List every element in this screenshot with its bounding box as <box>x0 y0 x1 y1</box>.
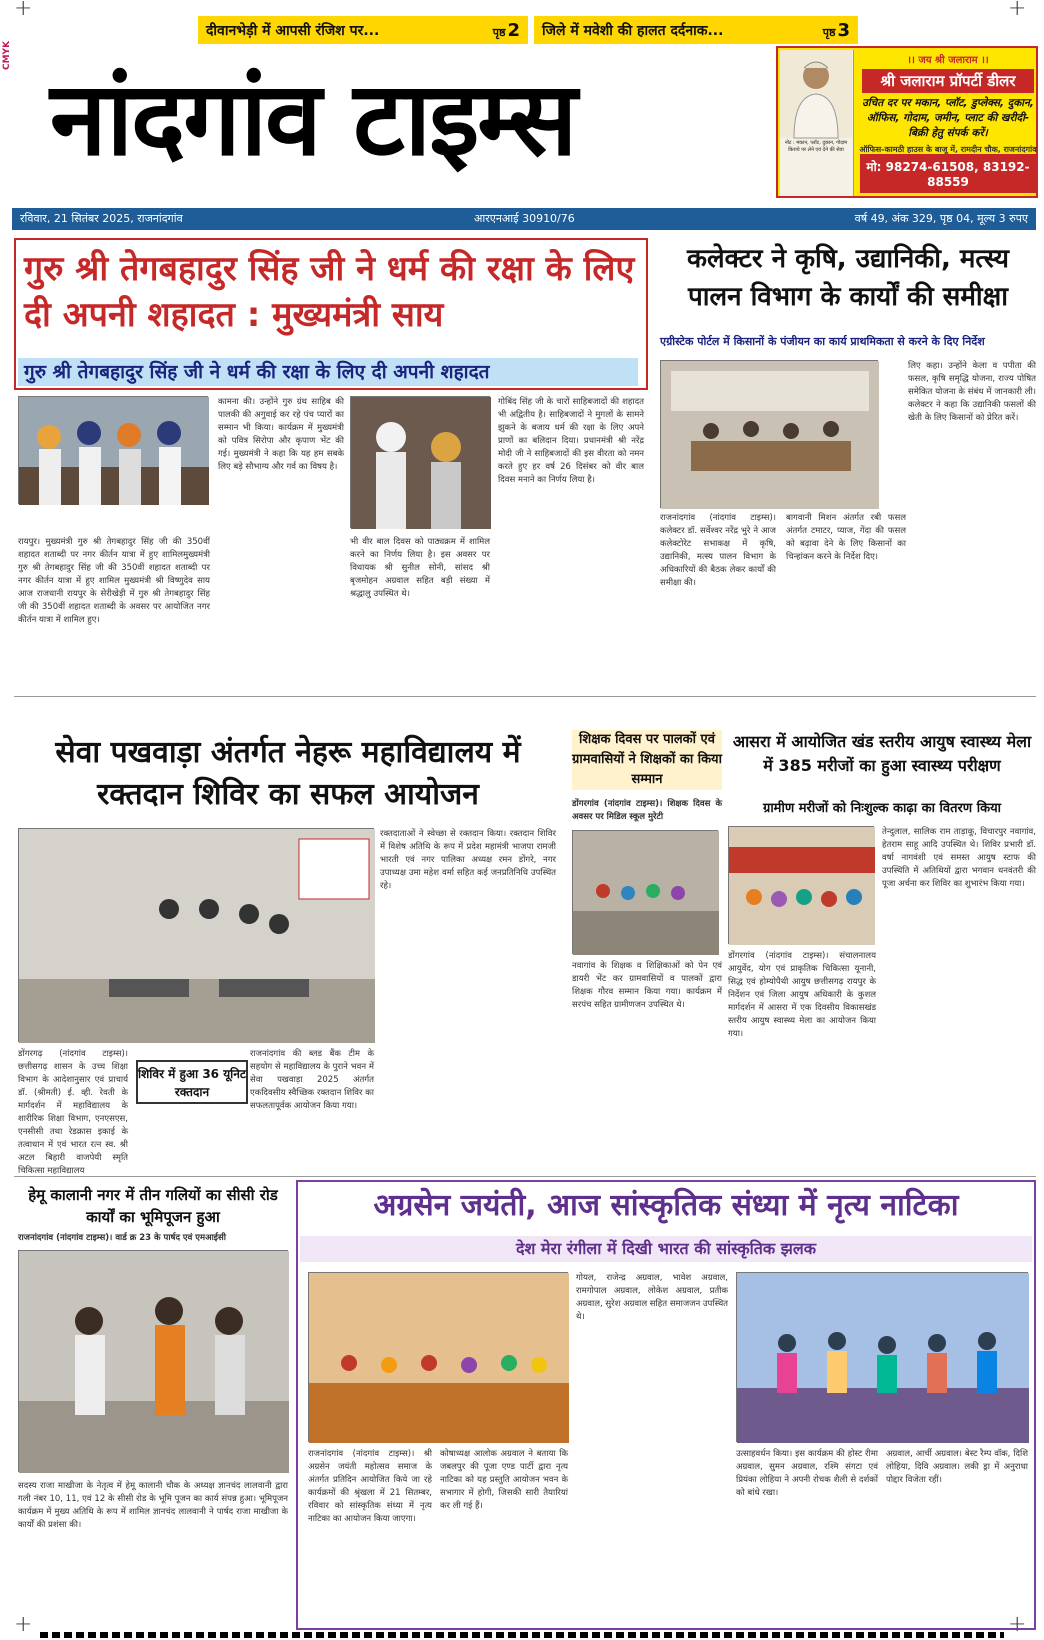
property-dealer-ad[interactable] <box>776 46 1038 198</box>
story-blood-body-col3: रक्तदाताओं ने स्वेच्छा से रक्तदान किया। रक्तदान शिविर में विशेष अतिथि के रूप में प्रदेश महामंत्री भाजपा रामजी भारती एवं नगर पालिका अध्यक्ष रमन डोंगरे, नगर उपाध्यक्ष उमा महेश वर्मा सहित कई जनप्रतिनिधि उपस्थित रहे। <box>380 829 556 891</box>
story-photo-blood-camp <box>18 828 374 1042</box>
ad-blessing: ।। जय श्री जलाराम ।। <box>907 55 989 66</box>
cmyk-mark: CMYK <box>2 40 12 70</box>
story-photo-sikh-leaders <box>18 396 208 504</box>
ad-portrait-caption: नोट : मकान, प्लॉट, दुकान, गोदाम किराये पर लेने एवं देने की सेवा <box>784 140 848 153</box>
photo-placeholder-icon <box>737 1273 1029 1443</box>
teaser-text: जिले में मवेशी की हालत दर्दनाक... <box>542 22 724 39</box>
story-agrasen-body-lead: राजनांदगांव (नांदगांव टाइम्स)। श्री अग्रसेन जयंती महोत्सव समाज के अंतर्गत प्रतिदिन आयोजित किये जा रहे कार्यक्रमों की श्रृंखला में 21 सितम्बर, रविवार को सांस्कृतिक संध्या में नृत्य नाटिका का आयोजन किया जाएगा। <box>308 1449 432 1524</box>
story-agrasen-headline: अग्रसेन जयंती, आज सांस्कृतिक संध्या में नृत्य नाटिका <box>373 1188 959 1223</box>
section-divider <box>14 696 1036 697</box>
story-collector-body-col3: लिए कहा। उन्होंने केला व पपीता की फसल, कृषि समृद्धि योजना, राज्य पोषित समेकित योजना के संबंध में जानकारी ली। कलेक्टर ने कहा कि उद्यानिकी फसलों की खेती के लिए किसानों को प्रेरित करें। <box>908 361 1036 423</box>
teaser-page-number: पृष्ठ 3 <box>822 19 850 41</box>
story-blood-body-lead: डोंगरगढ़ (नांदगांव टाइम्स)। छत्तीसगढ़ शासन के उच्च शिक्षा विभाग के आदेशानुसार एवं प्राचार्य डॉ. (श्रीमती) ई. व्ही. रेवती के मार्गदर्शन में महाविद्यालय के शारीरिक शिक्षा विभाग, एनएसएस, एनसीसी तथा रेडक्रास इकाई के तत्वाधान में एवं भारत रत्न स्व. श्री अटल बिहारी वाजपेयी स्मृति चिकित्सा महाविद्यालय <box>18 1049 128 1176</box>
story-blood-donation-headline: सेवा पखवाड़ा अंतर्गत नेहरू महाविद्यालय में रक्तदान शिविर का सफल आयोजन <box>55 735 521 812</box>
story-road-lead: राजनांदगांव (नांदगांव टाइम्स)। वार्ड क्र 23 के पार्षद एवं एमआईसी <box>18 1233 226 1243</box>
story-photo-bhoomipujan <box>18 1250 288 1472</box>
photo-placeholder-icon <box>351 397 491 529</box>
story-teachers-body: नवागांव के शिक्षक व शिक्षिकाओं को पेन एवं डायरी भेंट कर ग्रामवासियों व पालकों द्वारा शिक्षक गौरव सम्मान किया गया। कार्यक्रम में सरपंच सहित ग्रामीणजन उपस्थित थे। <box>572 961 722 1010</box>
saint-portrait-icon <box>780 50 852 138</box>
section-divider <box>14 1176 1036 1177</box>
story-subhead: गुरु श्री तेगबहादुर सिंह जी ने धर्म की रक्षा के लिए दी अपनी शहादत <box>18 358 638 386</box>
photo-placeholder-icon <box>661 361 879 509</box>
teaser-page-2[interactable] <box>198 16 528 44</box>
teaser-page-3[interactable] <box>534 16 858 44</box>
story-ayush-headline: आसरा में आयोजित खंड स्तरीय आयुष स्वास्थ्य मेला में 385 मरीजों का हुआ स्वास्थ्य परीक्षण <box>732 732 1032 775</box>
registration-mark-top-right: + <box>1008 0 1027 21</box>
story-body-col2: कामना की। उन्होंने गुरु ग्रंथ साहिब की पालकी की अगुवाई कर रहे पंच प्यारों का सम्मान भी किया। कार्यक्रम में मुख्यमंत्री को पवित्र सिरोपा और कृपाण भेंट की गई। मुख्यमंत्री ने कहा कि यह हम सबके लिए बड़े सौभाग्य और गर्व का विषय है। <box>218 397 344 472</box>
ad-description: उचित दर पर मकान, प्लॉट, डुप्लेक्स, दुकान, ऑफिस, गोदाम, जमीन, प्लाट की खरीदी-बिक्री हेतु संपर्क करें। <box>862 97 1034 139</box>
story-body-lead: रायपुर। मुख्यमंत्री गुरु श्री तेगबहादुर सिंह जी की 350वीं शहादत शताब्दी पर नगर कीर्तन यात्रा में हुए शामिलमुख्यमंत्री गुरु श्री तेगबहादुर सिंह जी की 350वीं शहादत शताब्दी पर नगर कीर्तन यात्रा में हुए शामिल मुख्यमंत्री श्री विष्णुदेव साय आज राजधानी रायपुर के सेरीखेड़ी में गुरु श्री तेगबहादुर सिंह जी की 350वीं शहादत शताब्दी के अवसर पर आयोजित नगर कीर्तन यात्रा में शामिल हुए। <box>18 537 210 625</box>
story-headline: गुरु श्री तेगबहादुर सिंह जी ने धर्म की रक्षा के लिए दी अपनी शहादत : मुख्यमंत्री साय <box>24 249 635 335</box>
story-agrasen-body-col2: कोषाध्यक्ष आलोक अग्रवाल ने बताया कि जबलपुर की पूजा एण्ड पार्टी द्वारा नृत्य नाटिका को यह प्रस्तुति आयोजन भवन के सभागार में होगी, जिसकी सारी तैयारियां कर ली गई हैं। <box>440 1449 568 1511</box>
story-photo-meeting <box>660 360 878 508</box>
story-agrasen-subhead: देश मेरा रंगीला में दिखी भारत की सांस्कृतिक झलक <box>300 1236 1032 1262</box>
color-calibration-bar <box>40 1632 1004 1638</box>
photo-placeholder-icon <box>19 829 375 1043</box>
photo-placeholder-icon <box>309 1273 569 1443</box>
registration-mark-top-left: + <box>14 0 33 21</box>
ad-portrait-image <box>780 50 854 196</box>
newspaper-title: नांदगांव टाइम्स <box>50 60 576 179</box>
story-photo-teachers <box>572 830 718 954</box>
story-teachers-lead: डोंगरगांव (नांदगांव टाइम्स)। शिक्षक दिवस के अवसर पर मिडिल स्कूल मुरेटी <box>572 799 722 822</box>
photo-placeholder-icon <box>19 1251 289 1473</box>
story-blood-boxout: शिविर में हुआ 36 यूनिट रक्तदान <box>136 1060 248 1104</box>
story-body-col3: भी वीर बाल दिवस को पाठ्यक्रम में शामिल करने का निर्णय लिया है। इस अवसर पर विधायक श्री सुनील सोनी, सांसद श्री बृजमोहन अग्रवाल सहित बड़ी संख्या में श्रद्धालु उपस्थित थे। <box>350 537 490 599</box>
story-road-headline: हेमू कालानी नगर में तीन गलियों का सीसी रोड कार्यों का भूमिपूजन हुआ <box>28 1186 278 1226</box>
ad-phone[interactable]: मो: 98274-61508, 83192-88559 <box>860 154 1036 193</box>
story-blood-body-col2: राजनांदगांव की ब्लड बैंक टीम के सहयोग से महाविद्यालय के पुराने भवन में सेवा पखवाड़ा 2025 अंतर्गत एकदिवसीय स्वैच्छिक रक्तदान शिविर का सफलतापूर्वक आयोजन किया गया। <box>250 1049 374 1111</box>
story-teachers-headline: शिक्षक दिवस पर पालकों एवं ग्रामवासियों ने शिक्षकों का किया सम्मान <box>572 730 722 790</box>
dateline-bar <box>12 208 1036 230</box>
story-body-col4: गोबिंद सिंह जी के चारों साहिबजादों की शहादत भी अद्वितीय है। साहिबजादों ने मुगलों के सामने झुकने के बजाय धर्म की रक्षा के लिए अपने प्राणों का बलिदान दिया। प्रधानमंत्री श्री नरेंद्र मोदी जी ने साहिबजादों की इस वीरता को नमन करते हुए हर वर्ष 26 दिसंबर को वीर बाल दिवस मनाने का निर्णय लिया है। <box>498 397 644 485</box>
story-road-body: सदस्य राजा माखीजा के नेतृत्व में हेमू कालानी चौक के अध्यक्ष ज्ञानचंद लालवानी द्वारा गली नंबर 10, 11, एवं 12 के सीसी रोड के भूमि पूजन का कार्य संपन्न हुआ। भूमिपूजन कार्यक्रम में मुख्य अतिथि के रूप में शामिल ज्ञानचंद लालवानी ने पार्षद राजा माखीजा के कार्यों की प्रशंसा की। <box>18 1481 288 1530</box>
rni-number: आरएनआई 30910/76 <box>474 212 575 225</box>
story-collector-body-col2: बागवानी मिशन अंतर्गत रबी फसल अंतर्गत टमाटर, प्याज, गेंदा की फसल को बढ़ावा देने के लिए किसानों का चिन्हांकन करने के निर्देश दिए। <box>786 513 906 562</box>
story-agrasen-body-col4: उत्साहवर्धन किया। इस कार्यक्रम की होस्ट रीमा अग्रवाल, सुमन अग्रवाल, रश्मि संगटा एवं प्रियंका लोहिया ने अपनी रोचक शैली से दर्शकों को बांधे रखा। <box>736 1449 878 1498</box>
story-ayush-body-lead: डोंगरगांव (नांदगांव टाइम्स)। संचालनालय आयुर्वेद, योग एवं प्राकृतिक चिकित्सा यूनानी, सिद्ध एवं होम्योपैथी आयुष छत्तीसगढ़ रायपुर के निर्देशन एवं जिला आयुष अधिकारी के कुशल मार्गदर्शन में आसरा में एक दिवसीय विकासखंड स्तरीय आयुष स्वास्थ्य मेला का आयोजन किया गया। <box>728 951 876 1039</box>
photo-placeholder-icon <box>573 831 719 955</box>
photo-placeholder-icon <box>19 397 209 505</box>
story-agrasen-body-col5: अग्रवाल, आर्ची अग्रवाल। बेस्ट रैम्प वॉक, दिशि लोहिया, दिवि अग्रवाल। लकी ड्रा में अनुराधा पोद्दार विजेता रहीं। <box>886 1449 1028 1485</box>
story-collector-subhead: एग्रीस्टेक पोर्टल में किसानों के पंजीयन का कार्य प्राथमिकता से करने के दिए निर्देश <box>660 335 985 348</box>
story-photo-agrasen-kids <box>308 1272 568 1442</box>
issue-info: वर्ष 49, अंक 329, पृष्ठ 04, मूल्य 3 रुपए <box>854 212 1028 225</box>
story-photo-agrasen-dance <box>736 1272 1028 1442</box>
teaser-text: दीवानभेड़ी में आपसी रंजिश पर... <box>206 22 380 39</box>
story-photo-ayush <box>728 826 874 944</box>
photo-placeholder-icon <box>729 827 875 945</box>
teaser-page-number: पृष्ठ 2 <box>492 19 520 41</box>
story-ayush-subhead: ग्रामीण मरीजों को निःशुल्क काढ़ा का वितरण किया <box>762 801 1001 816</box>
ad-address: ऑफिस-कामठी हाउस के बाजू में, रामदीन चौक, राजनांदगांव <box>859 145 1037 154</box>
ad-business-name: श्री जलाराम प्रॉपर्टी डीलर <box>862 69 1034 93</box>
issue-date: रविवार, 21 सितंबर 2025, राजनांदगांव <box>20 212 183 225</box>
story-photo-procession <box>350 396 490 528</box>
story-ayush-body-col2: तेन्दुलाल, सालिक राम ताड़ाकू, विचारपुर नवागांव, हेतराम साहू आदि उपस्थित थे। शिविर प्रभारी डॉ. वर्षा नागवंशी एवं समस्त आयुष स्टाफ की उपस्थिति में अतिथियों द्वारा भगवान धनवंतरी की पूजा अर्चना कर शिविर का शुभारंभ किया गया। <box>882 827 1036 889</box>
story-agrasen-body-col3: गोयल, राजेन्द्र अग्रवाल, भावेश अग्रवाल, रामगोपाल अग्रवाल, लोकेश अग्रवाल, प्रतीक अग्रवाल, सुरेश अग्रवाल सहित समाजजन उपस्थित थे। <box>576 1273 728 1322</box>
registration-mark-bottom-right: + <box>1008 1612 1027 1637</box>
story-collector-headline: कलेक्टर ने कृषि, उद्यानिकी, मत्स्य पालन विभाग के कार्यों की समीक्षा <box>687 244 1009 312</box>
story-collector-body-lead: राजनांदगांव (नांदगांव टाइम्स)। कलेक्टर डॉ. सर्वेश्वर नरेंद्र भुरे ने आज कलेक्टोरेट सभाकक्ष में कृषि, उद्यानिकी, मत्स्य पालन विभाग के अधिकारियों की बैठक लेकर कार्यों की समीक्षा की। <box>660 513 776 588</box>
registration-mark-bottom-left: + <box>14 1612 33 1637</box>
